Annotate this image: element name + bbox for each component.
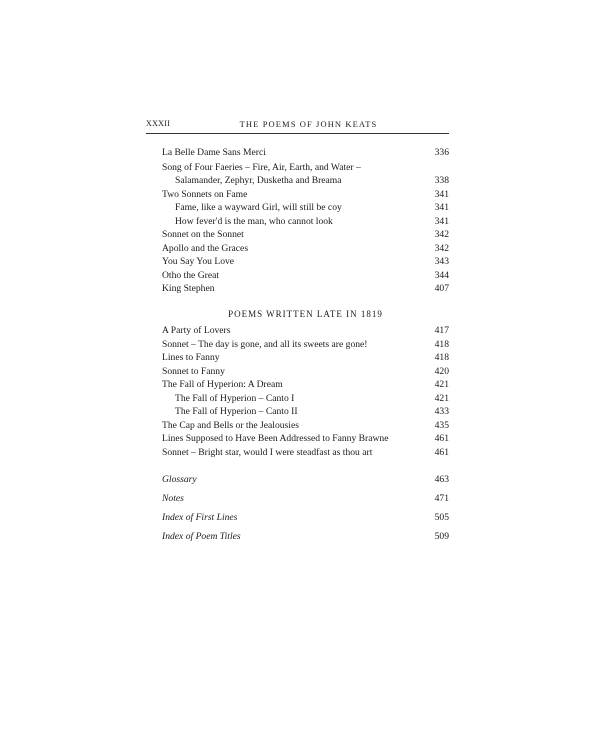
toc-entry-page: 471 [434, 493, 449, 504]
toc-entry [162, 282, 449, 296]
header-rule [146, 133, 449, 134]
toc-entry-title-line-2: Salamander, Zephyr, Dusketha and Breama [175, 175, 342, 186]
toc-entry-title: Fame, like a wayward Girl, will still be coy [175, 202, 342, 213]
toc-entry-page: 421 [434, 379, 449, 390]
toc-entry-title: Sonnet – Bright star, would I were steadfast as thou art [162, 446, 373, 458]
toc-entry-page: 343 [434, 256, 449, 267]
toc-entry [162, 405, 449, 419]
toc-entry-title: Sonnet to Fanny [162, 365, 225, 377]
toc-entry-page: 341 [434, 215, 449, 227]
toc-entry [162, 392, 449, 406]
toc-entry-page: 420 [434, 365, 449, 377]
toc-entry [162, 378, 449, 392]
toc-entry-page: 418 [434, 338, 449, 350]
toc-entry-title: Two Sonnets on Fame [162, 188, 248, 200]
toc-entry-page: 344 [434, 269, 449, 281]
toc-entry [162, 255, 449, 269]
toc-entry [162, 215, 449, 229]
toc-entry-page: 342 [434, 242, 449, 254]
toc-entry [162, 365, 449, 379]
toc-entry [162, 492, 449, 506]
toc-entry-title: The Fall of Hyperion – Canto I [175, 392, 295, 404]
toc-entry [162, 228, 449, 242]
toc-entry [162, 473, 449, 487]
toc-entry [162, 324, 449, 338]
running-head [146, 119, 449, 133]
toc-entry-title: Sonnet on the Sonnet [162, 229, 244, 240]
toc-entry-title: The Cap and Bells or the Jealousies [162, 419, 299, 431]
toc-entry-page: 338 [434, 175, 449, 186]
toc-entry-page: 341 [434, 188, 449, 200]
toc-entry-title: You Say You Love [162, 256, 235, 267]
toc-entry-page: 421 [434, 392, 449, 404]
toc-entry [162, 511, 449, 525]
toc-entry-title: Sonnet – The day is gone, and all its sweets are gone! [162, 338, 368, 350]
toc-entry-page: 342 [434, 229, 449, 240]
toc-entry [162, 530, 449, 544]
toc-entry-page: 461 [434, 446, 449, 458]
toc-entry [162, 146, 449, 160]
toc-entry-title: Lines to Fanny [162, 352, 220, 363]
toc-entry-title: Lines Supposed to Have Been Addressed to Fanny Brawne [162, 433, 389, 444]
toc-entry-page: 407 [434, 283, 449, 294]
toc-entry-title: Index of First Lines [162, 512, 238, 523]
page-number: XXXII [146, 119, 171, 128]
toc-entry-title-line-1: Song of Four Faeries – Fire, Air, Earth, and Water – [162, 161, 361, 173]
toc-entry-title: Glossary [162, 474, 197, 485]
book-page [146, 0, 449, 750]
toc-entry [162, 269, 449, 283]
toc-entry-title: Notes [162, 493, 184, 504]
section-heading: POEMS WRITTEN LATE IN 1819 [228, 309, 383, 319]
toc-entry [162, 188, 449, 202]
toc-back-matter [162, 473, 449, 544]
toc-group-1 [162, 146, 449, 296]
toc-group-2 [162, 324, 449, 459]
toc-entry [162, 446, 449, 460]
toc-entry-title [162, 161, 361, 188]
toc-entry-page: 418 [434, 352, 449, 363]
toc-entry [162, 351, 449, 365]
book-title: THE POEMS OF JOHN KEATS [239, 119, 378, 129]
toc-entry-page: 463 [434, 474, 449, 485]
toc-entry-page: 435 [434, 419, 449, 431]
toc-entry-title: A Party of Lovers [162, 325, 231, 336]
toc-entry-page: 509 [434, 531, 449, 542]
toc-entry-page: 341 [434, 202, 449, 213]
toc-entry [162, 432, 449, 446]
toc-entry-title: The Fall of Hyperion – Canto II [175, 406, 298, 417]
toc-entry-title: The Fall of Hyperion: A Dream [162, 379, 283, 390]
toc-entry-title: Apollo and the Graces [162, 242, 249, 254]
toc-entry-page: 461 [434, 433, 449, 444]
toc-entry-page: 505 [434, 512, 449, 523]
toc-entry-title: How fever'd is the man, who cannot look [175, 215, 333, 227]
toc-entry [162, 201, 449, 215]
toc-entry-title: King Stephen [162, 283, 215, 294]
toc-entry [162, 338, 449, 352]
toc-entry-title: Otho the Great [162, 269, 220, 281]
toc-entry-page: 336 [434, 147, 449, 158]
toc-entry [162, 242, 449, 256]
toc-entry [162, 161, 449, 188]
toc-entry-page: 417 [434, 325, 449, 336]
toc-entry-title: La Belle Dame Sans Merci [162, 147, 266, 158]
toc-entry-page: 433 [434, 406, 449, 417]
toc-entry [162, 419, 449, 433]
toc-entry-title: Index of Poem Titles [162, 531, 241, 542]
